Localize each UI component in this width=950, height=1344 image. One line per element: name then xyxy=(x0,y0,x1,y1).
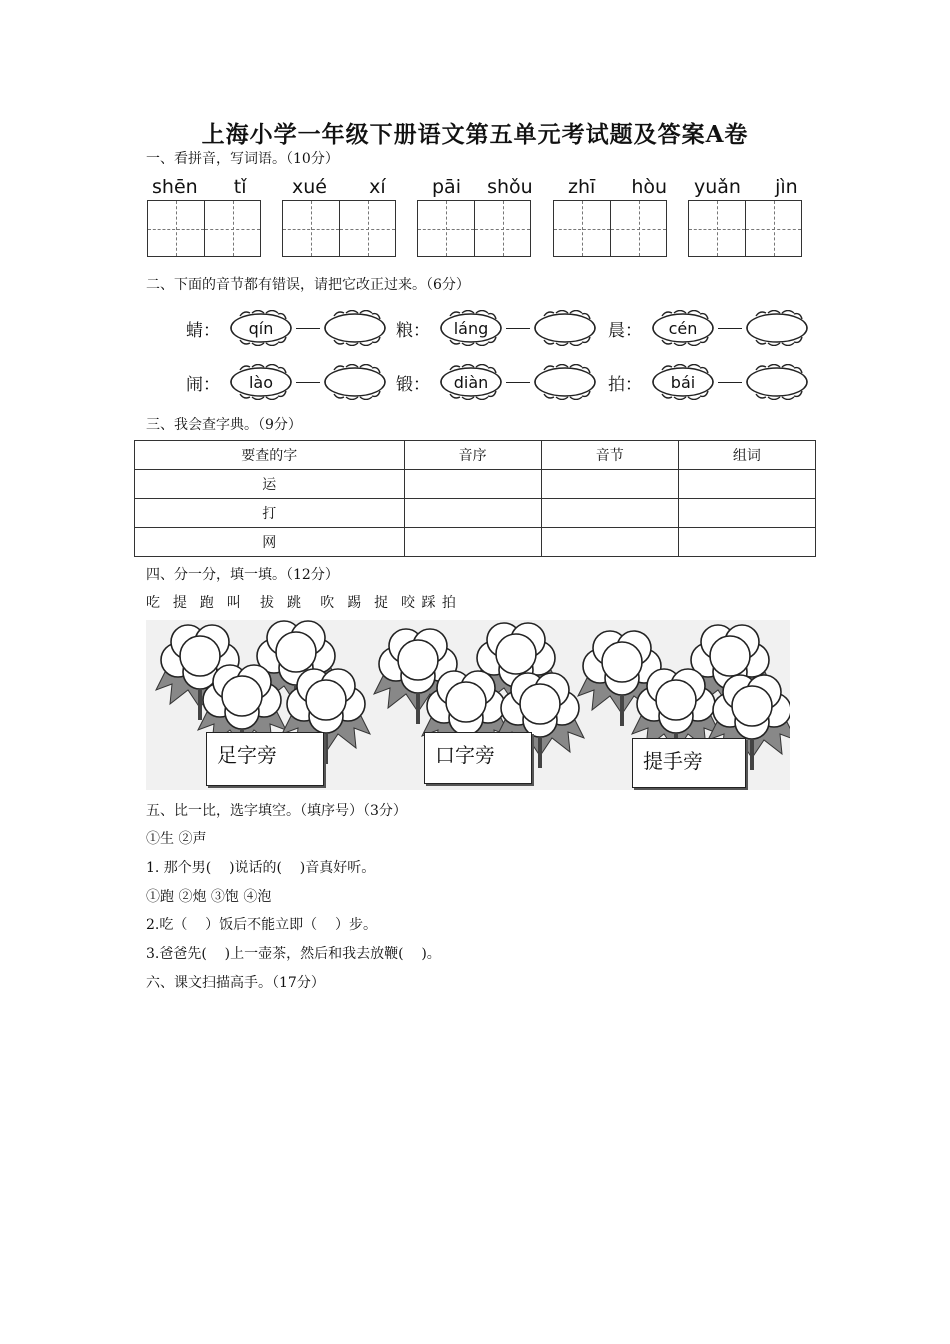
table-cell: 打 xyxy=(135,499,405,528)
answer-bubble[interactable] xyxy=(532,310,598,346)
table-row xyxy=(135,470,816,499)
tian-grid-3[interactable] xyxy=(417,200,531,257)
answer-bubble[interactable] xyxy=(744,310,810,346)
target-char: 拍： xyxy=(608,374,642,395)
options-2: ①跑 ②炮 ③饱 ④泡 xyxy=(146,889,272,905)
pinyin-syllable: yuǎn xyxy=(694,176,741,198)
page-title: 上海小学一年级下册语文第五单元考试题及答案A卷 xyxy=(201,121,749,148)
category-label: 口字旁 xyxy=(435,743,495,767)
target-char: 锻： xyxy=(396,374,430,395)
pinyin-group-2 xyxy=(292,176,386,198)
pinyin-group-4 xyxy=(568,176,667,198)
answer-cell[interactable] xyxy=(541,470,678,499)
section2-heading: 二、下面的音节都有错误，请把它改正过来。（6分） xyxy=(146,277,470,293)
options-1: ①生 ②声 xyxy=(146,831,207,847)
table-row xyxy=(135,499,816,528)
target-char: 闹： xyxy=(186,374,220,395)
wrong-syllable-bubble: cén xyxy=(650,310,716,346)
table-header: 组词 xyxy=(678,441,815,470)
tian-grid-4[interactable] xyxy=(553,200,667,257)
answer-cell[interactable] xyxy=(678,499,815,528)
syllable-correction-3 xyxy=(608,310,810,346)
answer-bubble[interactable] xyxy=(322,364,388,400)
target-char: 粮： xyxy=(396,320,430,341)
section5-heading: 五、比一比，选字填空。（填序号）（3分） xyxy=(146,803,407,819)
table-header: 音序 xyxy=(404,441,541,470)
tian-grid-1[interactable] xyxy=(147,200,261,257)
answer-cell[interactable] xyxy=(541,499,678,528)
section4-heading: 四、分一分，填一填。（12分） xyxy=(146,567,339,583)
syllable-correction-2 xyxy=(396,310,598,346)
category-label: 足字旁 xyxy=(217,743,277,767)
pinyin-syllable: xí xyxy=(369,176,386,198)
answer-bubble[interactable] xyxy=(322,310,388,346)
answer-cell[interactable] xyxy=(678,528,815,557)
target-char: 蜻： xyxy=(186,320,220,341)
dictionary-table xyxy=(134,440,816,557)
category-box-hand-radical[interactable] xyxy=(632,738,746,788)
table-header: 要查的字 xyxy=(135,441,405,470)
syllable-correction-1 xyxy=(186,310,388,346)
table-cell: 网 xyxy=(135,528,405,557)
category-box-foot-radical[interactable] xyxy=(206,732,324,786)
section3-heading: 三、我会查字典。（9分） xyxy=(146,417,302,433)
answer-cell[interactable] xyxy=(678,470,815,499)
syllable-correction-5 xyxy=(396,364,598,400)
section6-heading: 六、课文扫描高手。（17分） xyxy=(146,975,325,991)
pinyin-syllable: shǒu xyxy=(487,176,533,198)
answer-cell[interactable] xyxy=(404,470,541,499)
tian-grid-2[interactable] xyxy=(282,200,396,257)
table-cell: 运 xyxy=(135,470,405,499)
category-label: 提手旁 xyxy=(643,749,703,773)
answer-bubble[interactable] xyxy=(532,364,598,400)
pinyin-syllable: shēn xyxy=(152,176,198,198)
question-3: 3.爸爸先( )上一壶茶，然后和我去放鞭( )。 xyxy=(146,946,441,962)
wrong-syllable-bubble: qín xyxy=(228,310,294,346)
table-header: 音节 xyxy=(541,441,678,470)
table-header-row xyxy=(135,441,816,470)
target-char: 晨： xyxy=(608,320,642,341)
answer-bubble[interactable] xyxy=(744,364,810,400)
question-1: 1. 那个男( )说话的( )音真好听。 xyxy=(146,860,376,876)
pinyin-syllable: jìn xyxy=(775,176,798,198)
pinyin-syllable: zhī xyxy=(568,176,596,198)
pinyin-group-1 xyxy=(152,176,247,198)
wrong-syllable-bubble: lào xyxy=(228,364,294,400)
word-bank: 吃 提 跑 叫 拔 跳 吹 踢 捉 咬 踩 拍 xyxy=(146,595,456,611)
answer-cell[interactable] xyxy=(541,528,678,557)
syllable-correction-4 xyxy=(186,364,388,400)
syllable-correction-6 xyxy=(608,364,810,400)
pinyin-syllable: tǐ xyxy=(233,176,247,198)
wrong-syllable-bubble: diàn xyxy=(438,364,504,400)
question-2: 2.吃（ ）饭后不能立即（ ）步。 xyxy=(146,917,377,933)
answer-cell[interactable] xyxy=(404,528,541,557)
tian-grid-5[interactable] xyxy=(688,200,802,257)
pinyin-syllable: pāi xyxy=(432,176,461,198)
wrong-syllable-bubble: bái xyxy=(650,364,716,400)
pinyin-syllable: hòu xyxy=(631,176,668,198)
pinyin-group-3 xyxy=(432,176,533,198)
wrong-syllable-bubble: láng xyxy=(438,310,504,346)
category-box-mouth-radical[interactable] xyxy=(424,732,532,784)
answer-cell[interactable] xyxy=(404,499,541,528)
section1-heading: 一、看拼音，写词语。（10分） xyxy=(146,151,339,167)
pinyin-syllable: xué xyxy=(292,176,327,198)
table-row xyxy=(135,528,816,557)
pinyin-group-5 xyxy=(694,176,798,198)
